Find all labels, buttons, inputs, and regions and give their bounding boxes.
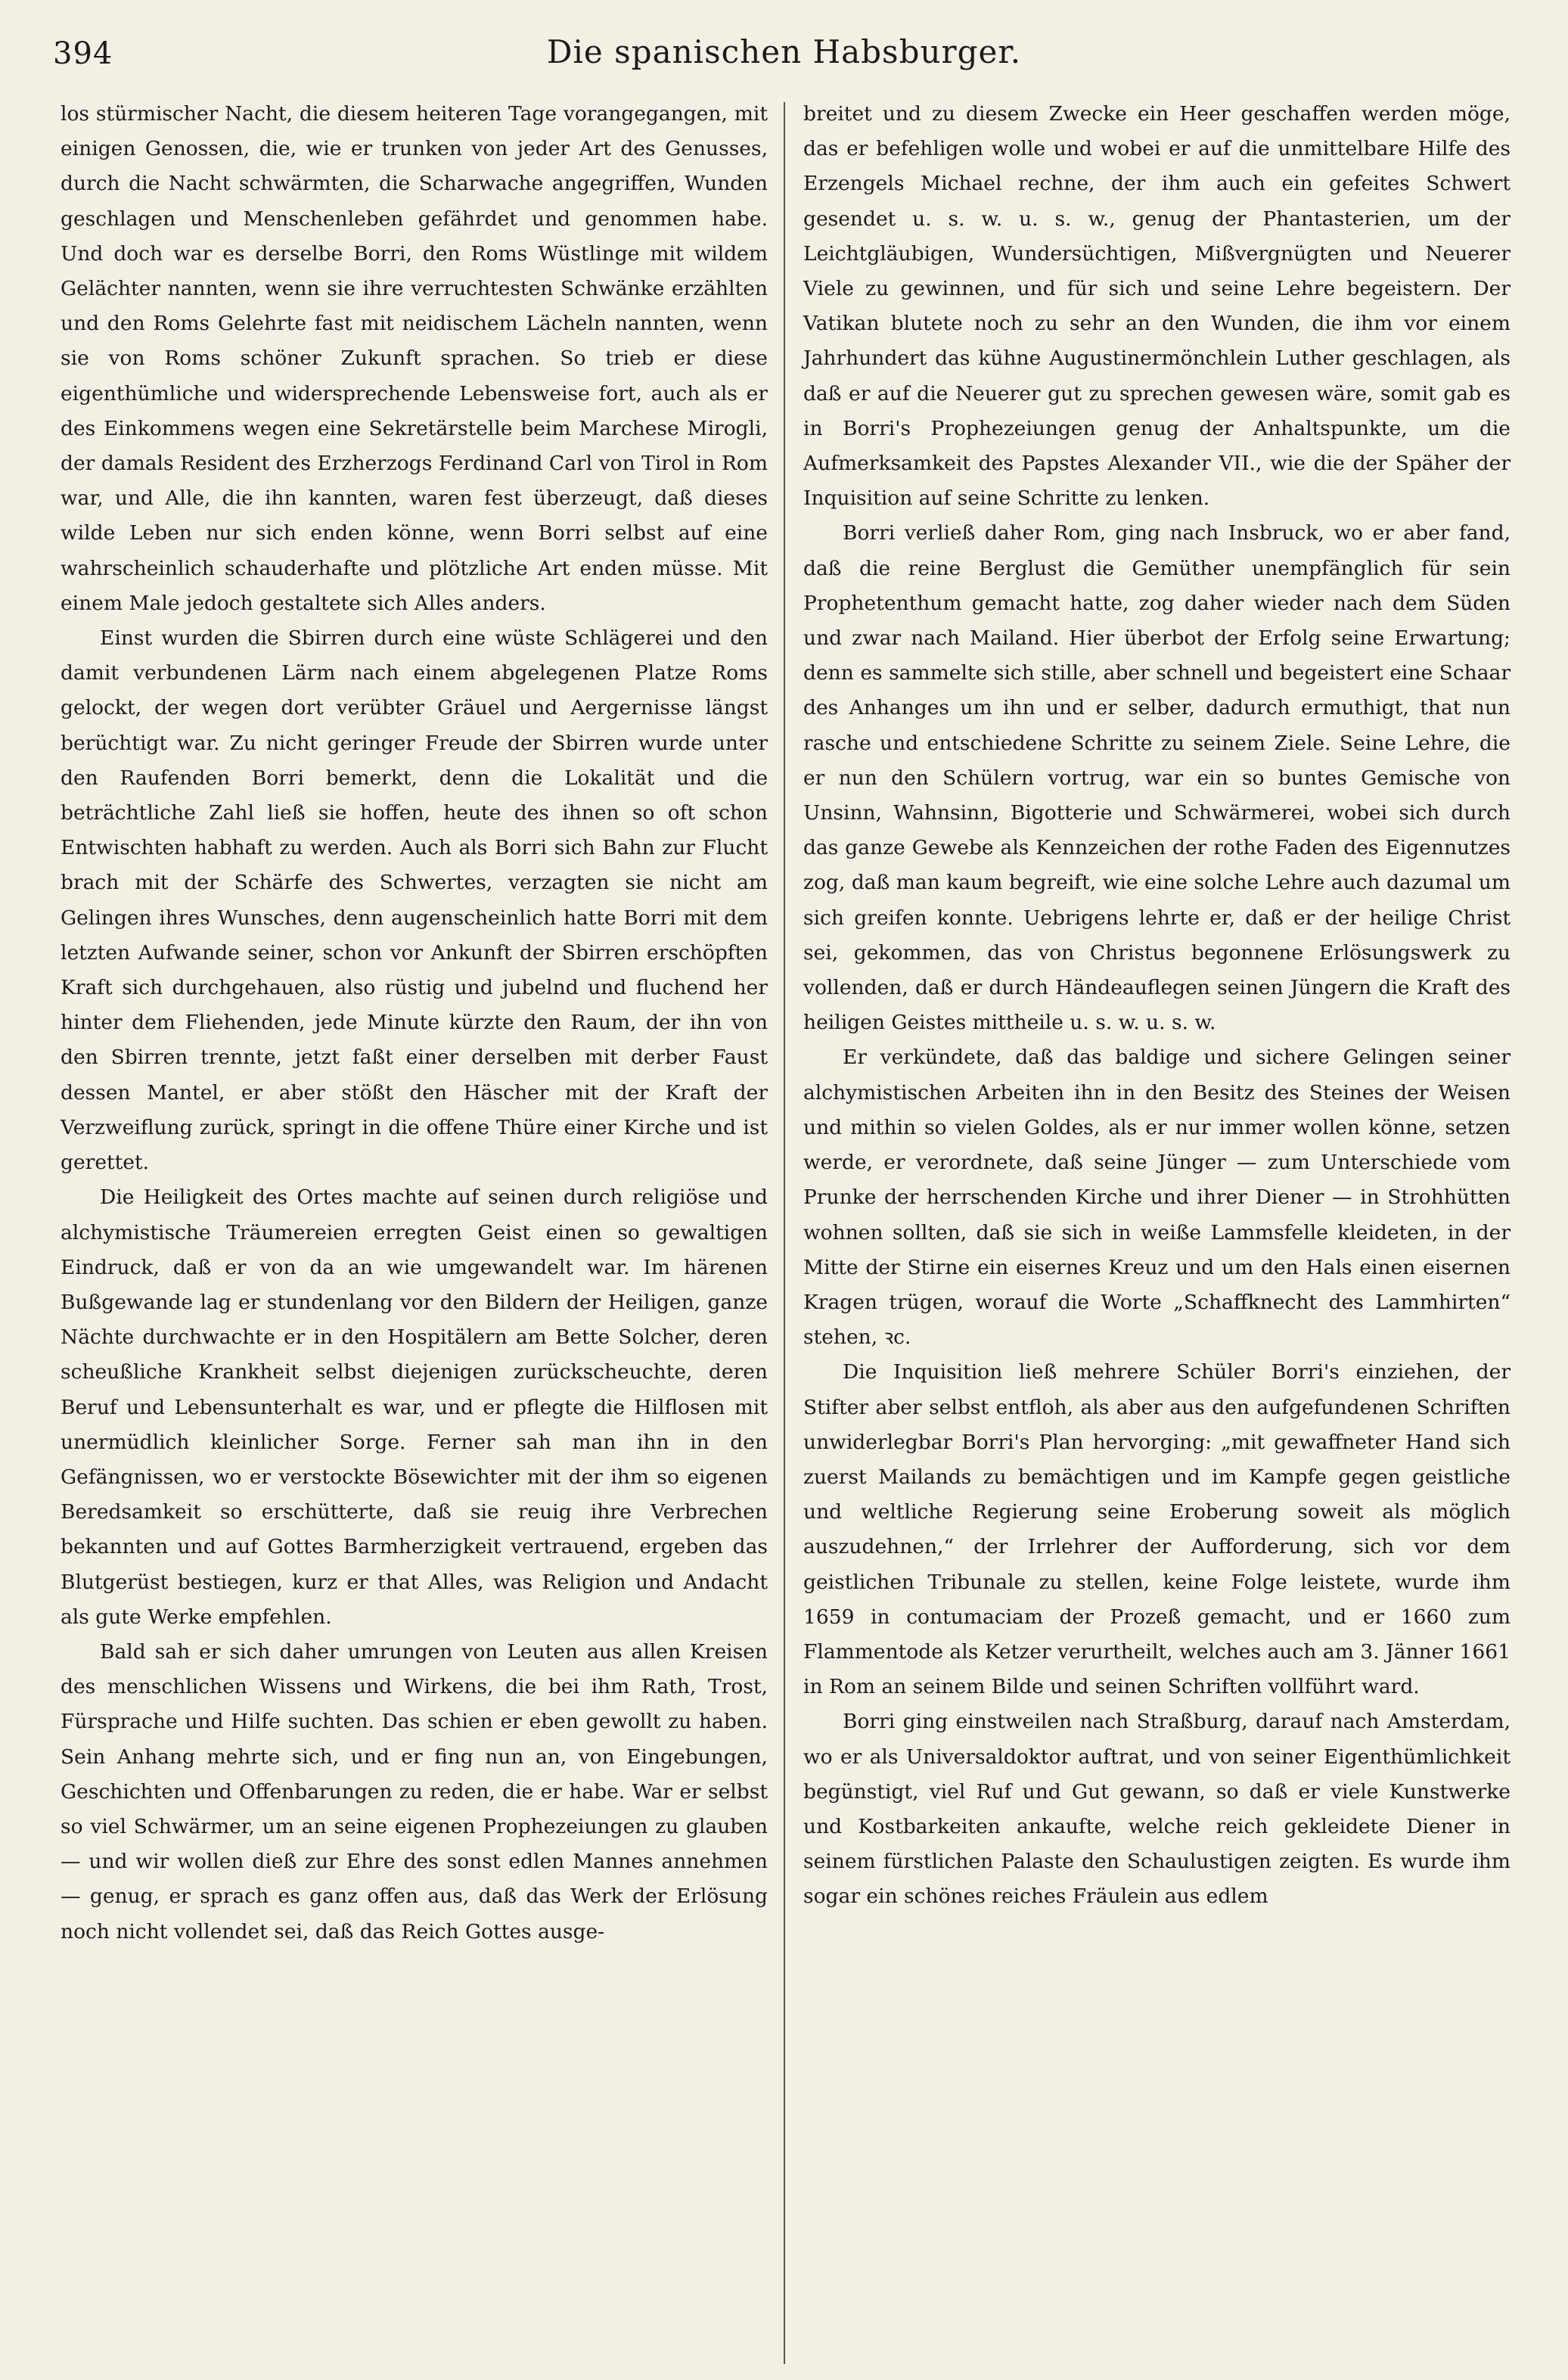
column-divider <box>784 102 785 2364</box>
paragraph: los stürmischer Nacht, die diesem heiteren Tage vorangegangen, mit einigen Genossen, die, wie er trunken von jeder Art des Genusses, durch die Nacht schwärmten, die Scharwache angegriffen, Wunden geschlagen und Menschenleben gefährdet und genommen habe. Und doch war es derselbe Borri, den Roms Wüstlinge mit wildem Gelächter nannten, wenn sie ihre verruchtesten Schwänke erzählten und den Roms Gelehrte fast mit neidischem Lächeln nannten, wenn sie von Roms schöner Zukunft sprachen. So trieb er diese eigenthümliche und widersprechende Lebensweise fort, auch als er des Einkommens wegen eine Sekretärstelle beim Marchese Mirogli, der damals Resident des Erzherzogs Ferdinand Carl von Tirol in Rom war, und Alle, die ihn kannten, waren fest überzeugt, daß dieses wilde Leben nur sich enden könne, wenn Borri selbst auf eine wahrscheinlich schauderhafte und plötzliche Art enden müsse. Mit einem Male jedoch gestaltete sich Alles anders. <box>61 102 768 615</box>
column-left <box>61 97 768 1950</box>
paragraph: Einst wurden die Sbirren durch eine wüste Schlägerei und den damit verbundenen Lärm nach einem abgelegenen Platze Roms gelockt, der wegen dort verübter Gräuel und Aergernisse längst berüchtigt war. Zu nicht geringer Freude der Sbirren wurde unter den Raufenden Borri bemerkt, denn die Lokalität und die beträchtliche Zahl ließ sie hoffen, heute des ihnen so oft schon Entwischten habhaft zu werden. Auch als Borri sich Bahn zur Flucht brach mit der Schärfe des Schwertes, verzagten sie nicht am Gelingen ihres Wunsches, denn augenscheinlich hatte Borri mit dem letzten Aufwande seiner, schon vor Ankunft der Sbirren erschöpften Kraft sich durchgehauen, also rüstig und jubelnd und fluchend her hinter dem Fliehenden, jede Minute kürzte den Raum, der ihn von den Sbirren trennte, jetzt faßt einer derselben mit derber Faust dessen Mantel, er aber stößt den Häscher mit der Kraft der Verzweiflung zurück, springt in die offene Thüre einer Kirche und ist gerettet. <box>61 626 768 1175</box>
paragraph: Die Inquisition ließ mehrere Schüler Borri's einziehen, der Stifter aber selbst entfloh, als aber aus den aufgefundenen Schriften unwiderlegbar Borri's Plan hervorging: „mit gewaffneter Hand sich zuerst Mailands zu bemächtigen und im Kampfe gegen geistliche und weltliche Regierung seine Eroberung soweit als möglich auszudehnen,“ der Irrlehrer der Aufforderung, sich vor dem geistlichen Tribunale zu stellen, keine Folge leistete, wurde ihm 1659 in contumaciam der Prozeß gemacht, und er 1660 zum Flammentode als Ketzer verurtheilt, welches auch am 3. Jänner 1661 in Rom an seinem Bilde und seinen Schriften vollführt ward. <box>803 1360 1511 1699</box>
paragraph: Borri verließ daher Rom, ging nach Insbruck, wo er aber fand, daß die reine Berglust die Gemüther unempfänglich für sein Prophetenthum gemacht hatte, zog daher wieder nach dem Süden und zwar nach Mailand. Hier überbot der Erfolg seine Erwartung; denn es sammelte sich stille, aber schnell und begeistert eine Schaar des Anhanges um ihn und er selber, dadurch ermuthigt, that nun rasche und entschiedene Schritte zu seinem Ziele. Seine Lehre, die er nun den Schülern vortrug, war ein so buntes Gemische von Unsinn, Wahnsinn, Bigotterie und Schwärmerei, wobei sich durch das ganze Gewebe als Kennzeichen der rothe Faden des Eigennutzes zog, daß man kaum begreift, wie eine solche Lehre auch dazumal um sich greifen konnte. Uebrigens lehrte er, daß er der heilige Christ sei, gekommen, das von Christus begonnene Erlösungswerk zu vollenden, daß er durch Händeauflegen seinen Jüngern die Kraft des heiligen Geistes mittheile u. s. w. u. s. w. <box>803 521 1511 1035</box>
paragraph: Er verkündete, daß das baldige und sichere Gelingen seiner alchymistischen Arbeiten ihn in den Besitz des Steines der Weisen und mithin so vielen Goldes, als er nur immer wollen könne, setzen werde, er verordnete, daß seine Jünger — zum Unterschiede vom Prunke der herrschenden Kirche und ihrer Diener — in Strohhütten wohnen sollten, daß sie sich in weiße Lammsfelle kleideten, in der Mitte der Stirne ein eisernes Kreuz und um den Hals einen eisernen Kragen trügen, worauf die Worte „Schaffknecht des Lammhirten“ stehen, ꝛc. <box>803 1046 1511 1350</box>
paragraph: breitet und zu diesem Zwecke ein Heer geschaffen werden möge, das er befehligen wolle und wobei er auf die unmittelbare Hilfe des Erzengels Michael rechne, der ihm auch ein gefeites Schwert gesendet u. s. w. u. s. w., genug der Phantasterien, um der Leichtgläubigen, Wundersüchtigen, Mißvergnügten und Neuerer Viele zu gewinnen, und für sich und seine Lehre begeistern. Der Vatikan blutete noch zu sehr an den Wunden, die ihm vor einem Jahrhundert das kühne Augustinermönchlein Luther geschlagen, als daß er auf die Neuerer gut zu sprechen gewesen wäre, somit gab es in Borri's Prophezeiungen genug der Anhaltspunkte, um die Aufmerksamkeit des Papstes Alexander VII., wie die der Späher der Inquisition auf seine Schritte zu lenken. <box>803 102 1511 511</box>
paragraph: Borri ging einstweilen nach Straßburg, darauf nach Amsterdam, wo er als Universaldoktor auftrat, und von seiner Eigenthümlichkeit begünstigt, viel Ruf und Gut gewann, so daß er viele Kunstwerke und Kostbarkeiten ankaufte, welche reich gekleidete Diener in seinem fürstlichen Palaste den Schaulustigen zeigten. Es wurde ihm sogar ein schönes reiches Fräulein aus edlem <box>803 1710 1511 1909</box>
paragraph: Bald sah er sich daher umrungen von Leuten aus allen Kreisen des menschlichen Wissens und Wirkens, die bei ihm Rath, Trost, Fürsprache und Hilfe suchten. Das schien er eben gewollt zu haben. Sein Anhang mehrte sich, und er fing nun an, von Eingebungen, Geschichten und Offenbarungen zu reden, die er habe. War er selbst so viel Schwärmer, um an seine eigenen Prophezeiungen zu glauben — und wir wollen dieß zur Ehre des sonst edlen Mannes annehmen — genug, er sprach es ganz offen aus, daß das Werk der Erlösung noch nicht vollendet sei, daß das Reich Gottes ausge- <box>61 1639 768 1943</box>
running-title: Die spanischen Habsburger. <box>546 33 1022 70</box>
page-number: 394 <box>53 36 113 71</box>
column-right <box>803 97 1511 1915</box>
paragraph: Die Heiligkeit des Ortes machte auf seinen durch religiöse und alchymistische Träumereien erregten Geist einen so gewaltigen Eindruck, daß er von da an wie umgewandelt war. Im härenen Bußgewande lag er stundenlang vor den Bildern der Heiligen, ganze Nächte durchwachte er in den Hospitälern am Bette Solcher, deren scheußliche Krankheit selbst diejenigen zurückscheuchte, deren Beruf und Lebensunterhalt es war, und er pflegte die Hilflosen mit unermüdlich kleinlicher Sorge. Ferner sah man ihn in den Gefängnissen, wo er verstockte Bösewichter mit der ihm so eigenen Beredsamkeit so erschütterte, daß sie reuig ihre Verbrechen bekannten und auf Gottes Barmherzigkeit vertrauend, ergeben das Blutgerüst bestiegen, kurz er that Alles, was Religion und Andacht als gute Werke empfehlen. <box>61 1185 768 1629</box>
